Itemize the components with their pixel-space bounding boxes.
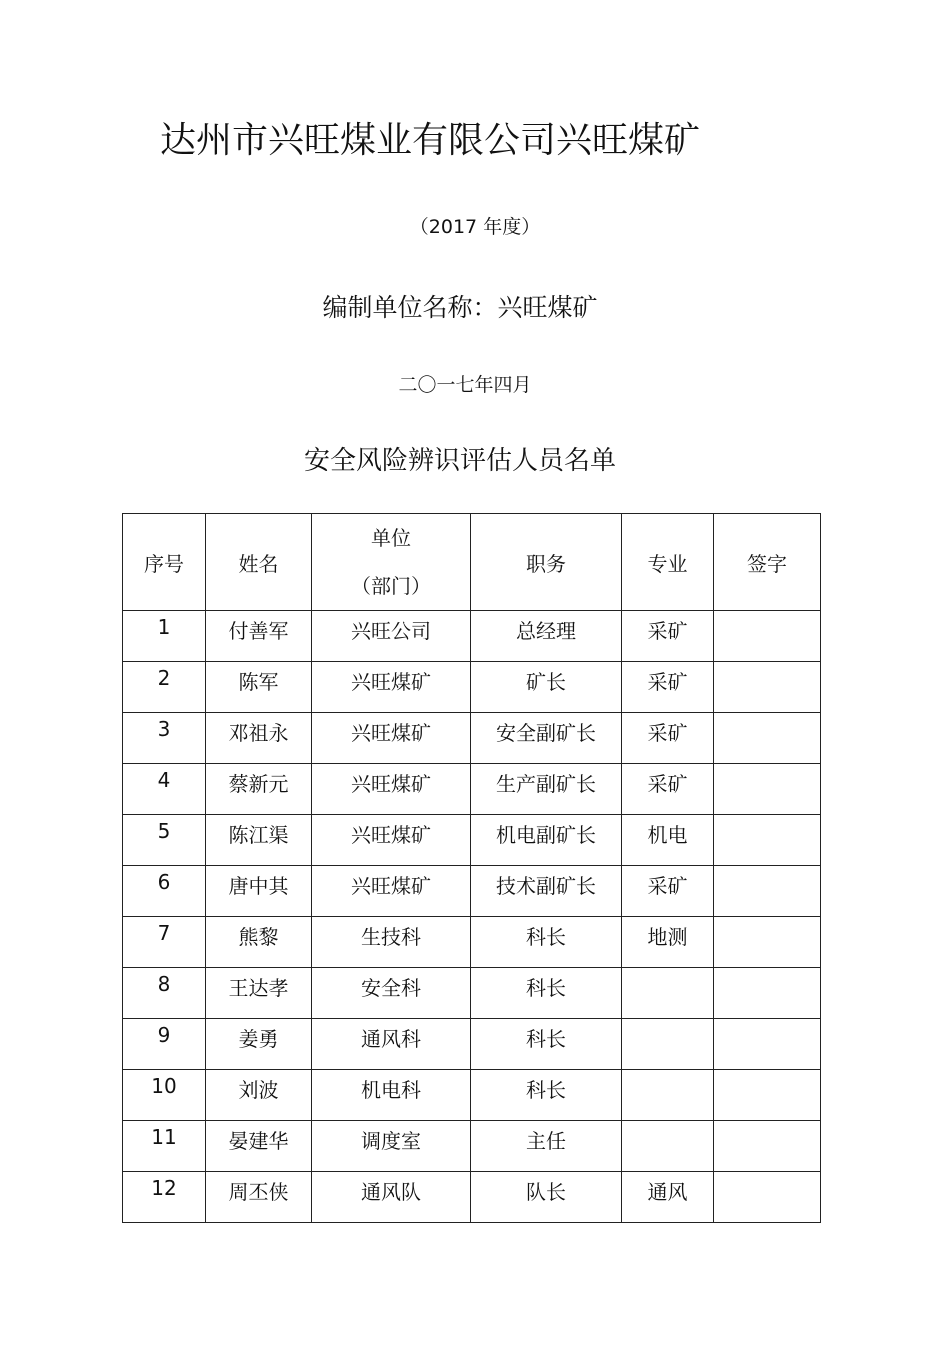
header-dept-line2: （部门） xyxy=(351,574,431,598)
cell-specialty xyxy=(622,1070,714,1121)
table-row xyxy=(123,611,821,662)
cell-specialty: 地测 xyxy=(622,917,714,968)
cell-position: 队长 xyxy=(471,1172,622,1223)
personnel-table xyxy=(122,513,821,1223)
cell-signature xyxy=(714,611,821,662)
cell-seq: 9 xyxy=(123,1019,206,1070)
cell-dept: 兴旺煤矿 xyxy=(312,713,471,764)
cell-dept: 通风科 xyxy=(312,1019,471,1070)
cell-seq: 3 xyxy=(123,713,206,764)
cell-signature xyxy=(714,662,821,713)
cell-signature xyxy=(714,1121,821,1172)
cell-specialty xyxy=(622,1121,714,1172)
cell-dept: 生技科 xyxy=(312,917,471,968)
cell-signature xyxy=(714,968,821,1019)
cell-signature xyxy=(714,764,821,815)
cell-position: 安全副矿长 xyxy=(471,713,622,764)
cell-seq: 12 xyxy=(123,1172,206,1223)
table-row xyxy=(123,764,821,815)
cell-signature xyxy=(714,1019,821,1070)
cell-name: 唐中其 xyxy=(206,866,312,917)
table-row xyxy=(123,1172,821,1223)
cell-name: 晏建华 xyxy=(206,1121,312,1172)
cell-signature xyxy=(714,815,821,866)
cell-signature xyxy=(714,917,821,968)
cell-specialty: 通风 xyxy=(622,1172,714,1223)
cell-specialty xyxy=(622,968,714,1019)
cell-position: 机电副矿长 xyxy=(471,815,622,866)
compiling-unit-name: 编制单位名称：兴旺煤矿 xyxy=(322,293,598,322)
cell-position: 生产副矿长 xyxy=(471,764,622,815)
cell-name: 王达孝 xyxy=(206,968,312,1019)
cell-signature xyxy=(714,1070,821,1121)
page-title: 达州市兴旺煤业有限公司兴旺煤矿 xyxy=(160,120,701,161)
cell-dept: 兴旺煤矿 xyxy=(312,764,471,815)
cell-position: 矿长 xyxy=(471,662,622,713)
cell-name: 付善军 xyxy=(206,611,312,662)
table-row xyxy=(123,662,821,713)
list-title: 安全风险辨识评估人员名单 xyxy=(303,446,616,476)
cell-seq: 10 xyxy=(123,1070,206,1121)
cell-specialty: 采矿 xyxy=(622,713,714,764)
cell-signature xyxy=(714,866,821,917)
cell-name: 陈军 xyxy=(206,662,312,713)
cell-dept: 兴旺公司 xyxy=(312,611,471,662)
cell-seq: 1 xyxy=(123,611,206,662)
header-specialty: 专业 xyxy=(622,514,714,611)
cell-name: 陈江渠 xyxy=(206,815,312,866)
cell-name: 邓祖永 xyxy=(206,713,312,764)
cell-seq: 7 xyxy=(123,917,206,968)
cell-name: 刘波 xyxy=(206,1070,312,1121)
cell-dept: 兴旺煤矿 xyxy=(312,662,471,713)
cell-dept: 调度室 xyxy=(312,1121,471,1172)
cell-seq: 6 xyxy=(123,866,206,917)
header-dept xyxy=(312,514,471,611)
table-row xyxy=(123,968,821,1019)
table-header-row xyxy=(123,514,821,611)
cell-name: 蔡新元 xyxy=(206,764,312,815)
table-row xyxy=(123,713,821,764)
table-body xyxy=(123,611,821,1223)
cell-specialty: 采矿 xyxy=(622,611,714,662)
cell-specialty: 采矿 xyxy=(622,662,714,713)
report-date: 二〇一七年四月 xyxy=(398,374,532,396)
cell-seq: 5 xyxy=(123,815,206,866)
table-row xyxy=(123,866,821,917)
cell-dept: 安全科 xyxy=(312,968,471,1019)
cell-specialty: 机电 xyxy=(622,815,714,866)
cell-name: 熊黎 xyxy=(206,917,312,968)
cell-position: 科长 xyxy=(471,1070,622,1121)
cell-signature xyxy=(714,1172,821,1223)
cell-dept: 兴旺煤矿 xyxy=(312,866,471,917)
report-year: （2017 年度） xyxy=(409,216,541,238)
cell-seq: 2 xyxy=(123,662,206,713)
table-row xyxy=(123,917,821,968)
cell-seq: 11 xyxy=(123,1121,206,1172)
cell-signature xyxy=(714,713,821,764)
cell-position: 总经理 xyxy=(471,611,622,662)
cell-dept: 兴旺煤矿 xyxy=(312,815,471,866)
cell-dept: 通风队 xyxy=(312,1172,471,1223)
cell-dept: 机电科 xyxy=(312,1070,471,1121)
cell-position: 技术副矿长 xyxy=(471,866,622,917)
cell-position: 主任 xyxy=(471,1121,622,1172)
cell-specialty: 采矿 xyxy=(622,866,714,917)
cell-specialty xyxy=(622,1019,714,1070)
table-row xyxy=(123,1121,821,1172)
cell-position: 科长 xyxy=(471,968,622,1019)
cell-seq: 4 xyxy=(123,764,206,815)
cell-name: 姜勇 xyxy=(206,1019,312,1070)
cell-specialty: 采矿 xyxy=(622,764,714,815)
cell-name: 周丕侠 xyxy=(206,1172,312,1223)
table-row xyxy=(123,1019,821,1070)
cell-position: 科长 xyxy=(471,917,622,968)
header-position: 职务 xyxy=(471,514,622,611)
table-row xyxy=(123,815,821,866)
cell-seq: 8 xyxy=(123,968,206,1019)
header-signature: 签字 xyxy=(714,514,821,611)
table-row xyxy=(123,1070,821,1121)
cell-position: 科长 xyxy=(471,1019,622,1070)
header-seq: 序号 xyxy=(123,514,206,611)
header-name: 姓名 xyxy=(206,514,312,611)
header-dept-line1: 单位 xyxy=(371,526,411,550)
